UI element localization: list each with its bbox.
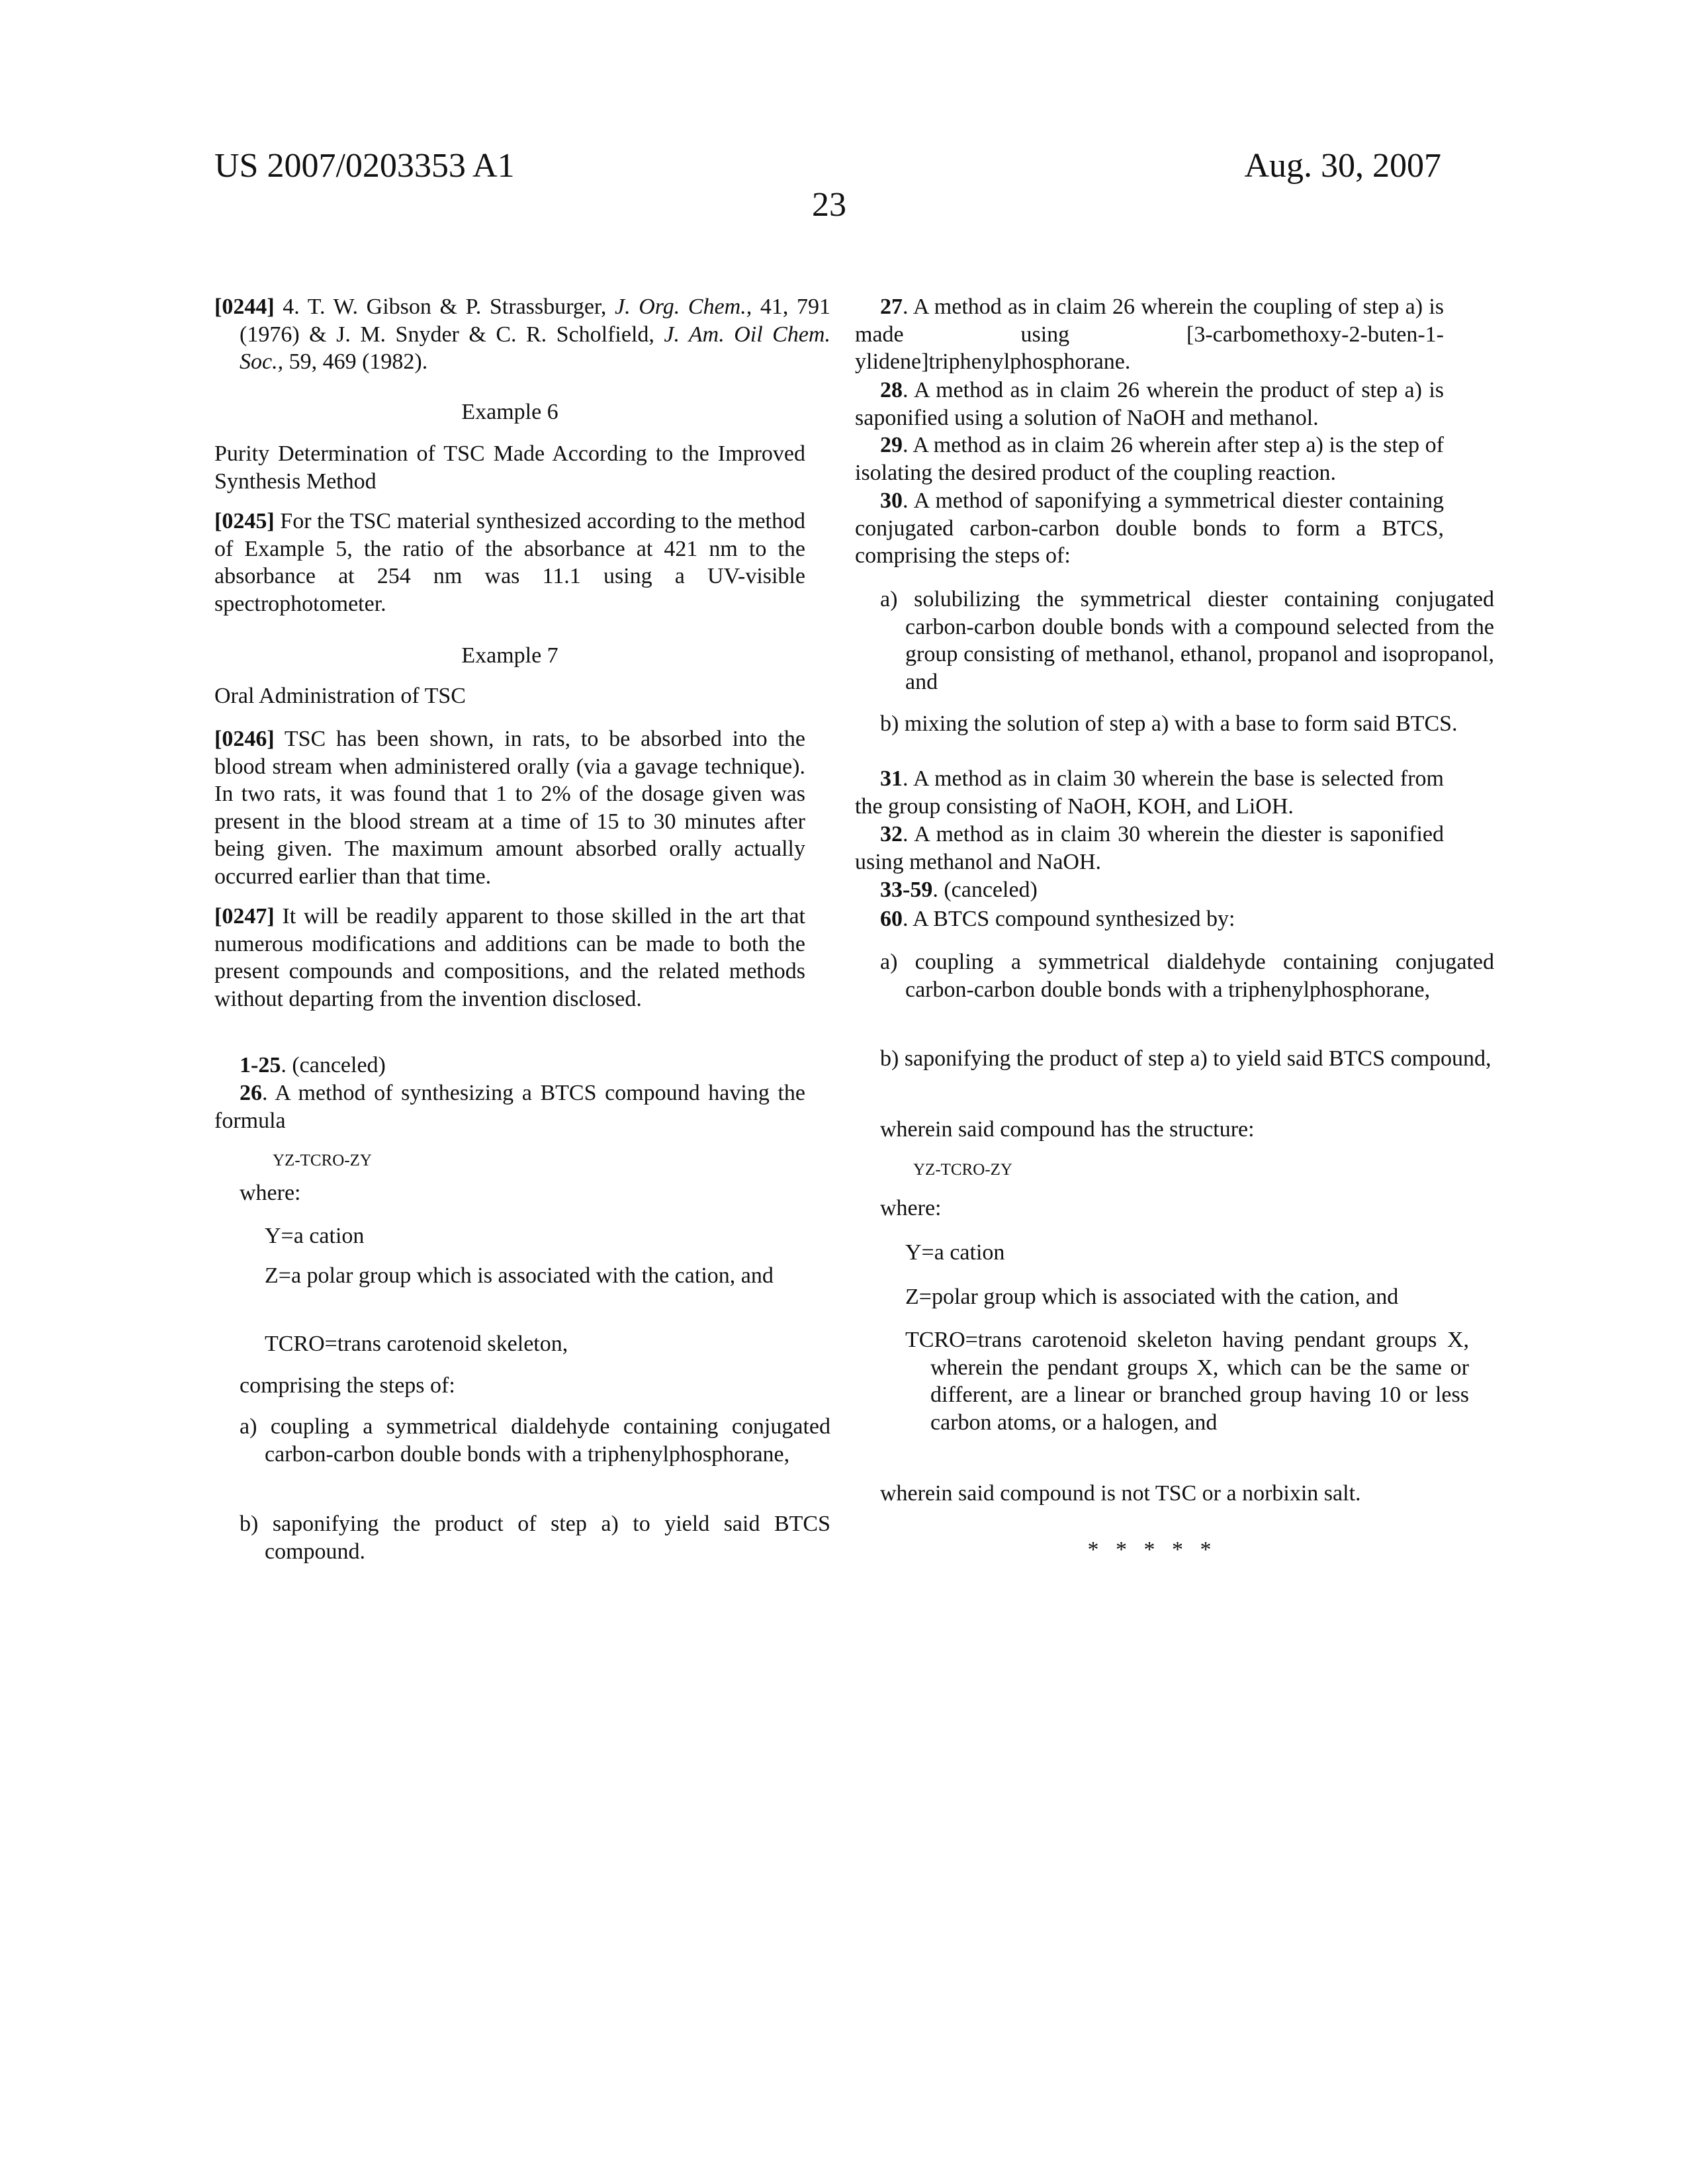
formula: YZ-TCRO-ZY [273, 1147, 864, 1175]
paragraph-0244 [214, 293, 830, 376]
claim-30 [855, 487, 1444, 570]
text: . A method as in claim 26 wherein the product of step a) is saponified using a solution of NaOH and methanol. [855, 378, 1444, 430]
claims-1-25 [214, 1052, 805, 1079]
para-num: [0245] [214, 509, 275, 533]
claim-29 [855, 432, 1444, 486]
definition-tcro: TCRO=trans carotenoid skeleton having pendant groups X, wherein the pendant groups X, which can be the same or different, are a linear or branched group having 10 or less carbon atoms, or a halogen, and [905, 1326, 1469, 1436]
step-a: a) coupling a symmetrical dialdehyde containing conjugated carbon-carbon double bonds with a triphenylphosphorane, [240, 1413, 830, 1468]
para-num: [0244] [214, 295, 275, 319]
definition-y: Y=a cation [905, 1239, 1444, 1267]
text: . A method as in claim 30 wherein the base is selected from the group consisting of NaOH, KOH, and LiOH. [855, 766, 1444, 819]
text: 41, 791 (1976) & J. M. Snyder & C. R. Scholfield, [240, 295, 830, 347]
claim-30-step-b: b) mixing the solution of step a) with a base to form said BTCS. [855, 710, 1494, 738]
claim-60 [855, 905, 1444, 933]
publication-number: US 2007/0203353 A1 [214, 146, 515, 186]
page-number: 23 [0, 185, 1658, 225]
example-6-heading: Example 6 [214, 398, 805, 426]
text: 59, 469 (1982). [283, 349, 427, 374]
text: . A method of saponifying a symmetrical diester containing conjugated carbon-carbon double bonds to form a BTCS, comprising the steps of: [855, 488, 1444, 568]
paragraph-0246 [214, 725, 805, 891]
text: . A BTCS compound synthesized by: [903, 907, 1235, 931]
para-num: [0247] [214, 904, 275, 929]
text: . A method as in claim 26 wherein after step a) is the step of isolating the desired product of the coupling reaction. [855, 433, 1444, 485]
claim-32 [855, 821, 1444, 876]
journal: J. Am. Oil Chem. Soc., [240, 322, 830, 375]
definition-tcro: TCRO=trans carotenoid skeleton, [265, 1330, 805, 1358]
paragraph-0245 [214, 508, 805, 617]
example-7-heading: Example 7 [214, 642, 805, 670]
definition-y: Y=a cation [265, 1222, 805, 1250]
claim-num: 30 [880, 488, 903, 513]
claim-26 [214, 1079, 805, 1134]
example-6-title: Purity Determination of TSC Made According to the Improved Synthesis Method [214, 440, 805, 495]
claim-num: 28 [880, 378, 903, 402]
journal: J. Org. Chem., [615, 295, 752, 319]
claim-num: 31 [880, 766, 903, 791]
text: . (canceled) [932, 878, 1038, 902]
para-num: [0246] [214, 727, 275, 751]
claim-num: 29 [880, 433, 903, 457]
claim-30-step-a: a) solubilizing the symmetrical diester containing conjugated carbon-carbon double bonds with a compound selected from the group consisting of methanol, ethanol, propanol and isopropanol, and [855, 586, 1494, 696]
claims-33-59 [855, 876, 1444, 904]
claim-num: 60 [880, 907, 903, 931]
claim-60-step-a: a) coupling a symmetrical dialdehyde containing conjugated carbon-carbon double bonds with a triphenylphosphorane, [855, 948, 1494, 1003]
claim-60-step-b: b) saponifying the product of step a) to yield said BTCS compound, [855, 1045, 1494, 1073]
claim-num: 32 [880, 822, 903, 846]
text: TSC has been shown, in rats, to be absorbed into the blood stream when administered orally (via a gavage technique). In two rats, it was found that 1 to 2% of the dosage given was present in the blood stream at a time of 15 to 30 minutes after being given. The maximum amount absorbed orally actually occurred earlier than that time. [214, 727, 805, 889]
text: For the TSC material synthesized according to the method of Example 5, the ratio of the absorbance at 421 nm to the absorbance at 254 nm was 11.1 using a UV-visible spectrophotometer. [214, 509, 805, 616]
claim-27 [855, 293, 1444, 376]
text: It will be readily apparent to those skilled in the art that numerous modifications and additions can be made to both the present compounds and compositions, and the related methods without departing from the invention disclosed. [214, 904, 805, 1011]
where-label: where: [880, 1195, 1444, 1222]
claim-num: 27 [880, 295, 903, 319]
paragraph-0247 [214, 903, 805, 1013]
claim-num: 1-25 [240, 1053, 281, 1077]
text: . A method as in claim 30 wherein the diester is saponified using methanol and NaOH. [855, 822, 1444, 874]
formula: YZ-TCRO-ZY [913, 1156, 1443, 1184]
claim-28 [855, 377, 1444, 432]
text: 4. T. W. Gibson & P. Strassburger, [275, 295, 615, 319]
claim-num: 26 [240, 1081, 262, 1105]
definition-z: Z=polar group which is associated with the cation, and [905, 1283, 1444, 1311]
claim-num: 33-59 [880, 878, 932, 902]
step-b: b) saponifying the product of step a) to yield said BTCS compound. [240, 1510, 830, 1565]
text: . (canceled) [281, 1053, 386, 1077]
example-7-title: Oral Administration of TSC [214, 682, 805, 710]
publication-date: Aug. 30, 2007 [1244, 146, 1441, 186]
end-of-document-stars: * * * * * [855, 1536, 1444, 1564]
wherein-not: wherein said compound is not TSC or a norbixin salt. [880, 1480, 1444, 1508]
comprising-label: comprising the steps of: [240, 1372, 805, 1400]
claim-31 [855, 765, 1444, 820]
where-label: where: [240, 1179, 805, 1207]
text: . A method of synthesizing a BTCS compound having the formula [214, 1081, 805, 1133]
text: . A method as in claim 26 wherein the coupling of step a) is made using [3-carbomethoxy-2-buten-1-ylidene]triphenylphosphorane. [855, 295, 1444, 374]
definition-z: Z=a polar group which is associated with the cation, and [265, 1262, 830, 1290]
wherein-structure: wherein said compound has the structure: [880, 1116, 1444, 1144]
